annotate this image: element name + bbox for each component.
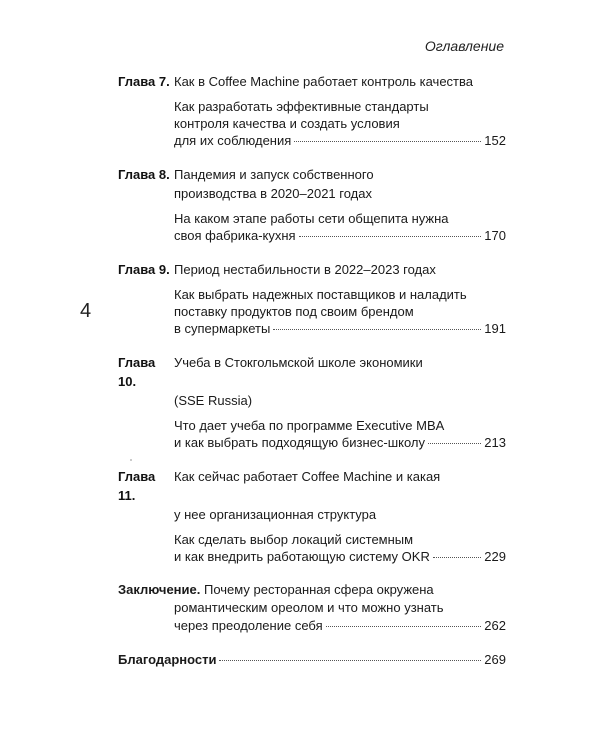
chapter-subtitle-line: контроля качества и создать условия <box>174 116 400 131</box>
chapter-title-line: (SSE Russia) <box>174 393 253 408</box>
dot-leader <box>326 626 482 627</box>
conclusion-title-line: через преодоление себя <box>174 618 323 633</box>
acknowledgements-entry[interactable] <box>118 651 506 669</box>
chapter-label: Глава 9. <box>118 262 170 277</box>
acknowledgements-label: Благодарности <box>118 652 217 667</box>
chapter-entry[interactable] <box>118 467 506 565</box>
chapter-subtitle-line: в супермаркеты <box>174 321 271 336</box>
dot-leader <box>299 236 482 237</box>
chapter-label-spacer <box>118 505 174 524</box>
chapter-entry[interactable] <box>118 353 506 451</box>
chapter-title-line: производства в 2020–2021 годах <box>174 186 372 201</box>
chapter-subtitle-line: Как сделать выбор локаций системным <box>174 532 414 547</box>
chapter-label: Глава 8. <box>118 167 170 182</box>
chapter-subtitle <box>174 417 506 451</box>
chapter-label-spacer <box>118 184 174 203</box>
chapter-subtitle-line: Что дает учеба по программе Executive MBA <box>174 418 445 433</box>
chapter-title-line: Учеба в Стокгольмской школе экономики <box>174 355 423 370</box>
dot-leader <box>428 443 481 444</box>
chapter-entry[interactable] <box>118 165 506 244</box>
chapter-title-line: Период нестабильности в 2022–2023 годах <box>174 262 436 277</box>
chapter-label-spacer <box>118 391 174 410</box>
chapter-subtitle-line: и как выбрать подходящую бизнес-школу <box>174 435 425 450</box>
chapter-subtitle-line: Как выбрать надежных поставщиков и наладить <box>174 287 467 302</box>
conclusion-title-line: романтическим ореолом и что можно узнать <box>174 600 444 615</box>
chapter-subtitle <box>174 210 506 244</box>
chapter-page-number: 170 <box>484 228 506 243</box>
chapter-entry[interactable] <box>118 72 506 149</box>
dot-leader <box>433 557 481 558</box>
conclusion-entry[interactable] <box>118 581 506 635</box>
table-of-contents <box>118 72 506 669</box>
chapter-subtitle <box>174 98 506 149</box>
chapter-subtitle-line: Как разработать эффективные стандарты <box>174 99 429 114</box>
conclusion-label: Заключение. <box>118 582 201 597</box>
chapter-label: Глава 11. <box>118 469 156 503</box>
chapter-title-line: Пандемия и запуск собственного <box>174 167 374 182</box>
dot-leader <box>273 329 481 330</box>
chapter-subtitle <box>174 531 506 565</box>
chapter-page-number: 229 <box>484 549 506 564</box>
dot-leader <box>294 141 481 142</box>
chapter-title-line: Как в Coffee Machine работает контроль качества <box>174 74 474 89</box>
chapter-list <box>118 72 506 565</box>
chapter-subtitle-line: и как внедрить работающую систему OKR <box>174 549 430 564</box>
chapter-subtitle-line: для их соблюдения <box>174 133 292 148</box>
chapter-page-number: 191 <box>484 321 506 336</box>
chapter-subtitle <box>174 286 506 337</box>
chapter-subtitle-line: поставку продуктов под своим брендом <box>174 304 414 319</box>
conclusion-page-number: 262 <box>484 618 506 633</box>
chapter-subtitle-line: На каком этапе работы сети общепита нужна <box>174 211 449 226</box>
chapter-title-line: у нее организационная структура <box>174 507 377 522</box>
conclusion-title-line: Почему ресторанная сфера окружена <box>204 582 434 597</box>
chapter-subtitle-line: своя фабрика-кухня <box>174 228 296 243</box>
running-header: Оглавление <box>424 38 504 54</box>
chapter-entry[interactable] <box>118 260 506 337</box>
chapter-page-number: 152 <box>484 133 506 148</box>
dot-leader <box>219 660 481 661</box>
chapter-label: Глава 7. <box>118 74 170 89</box>
chapter-label: Глава 10. <box>118 355 156 389</box>
chapter-page-number: 213 <box>484 435 506 450</box>
page-number: 4 <box>80 300 92 322</box>
chapter-title-line: Как сейчас работает Coffee Machine и какая <box>174 469 441 484</box>
acknowledgements-page-number: 269 <box>484 652 506 667</box>
